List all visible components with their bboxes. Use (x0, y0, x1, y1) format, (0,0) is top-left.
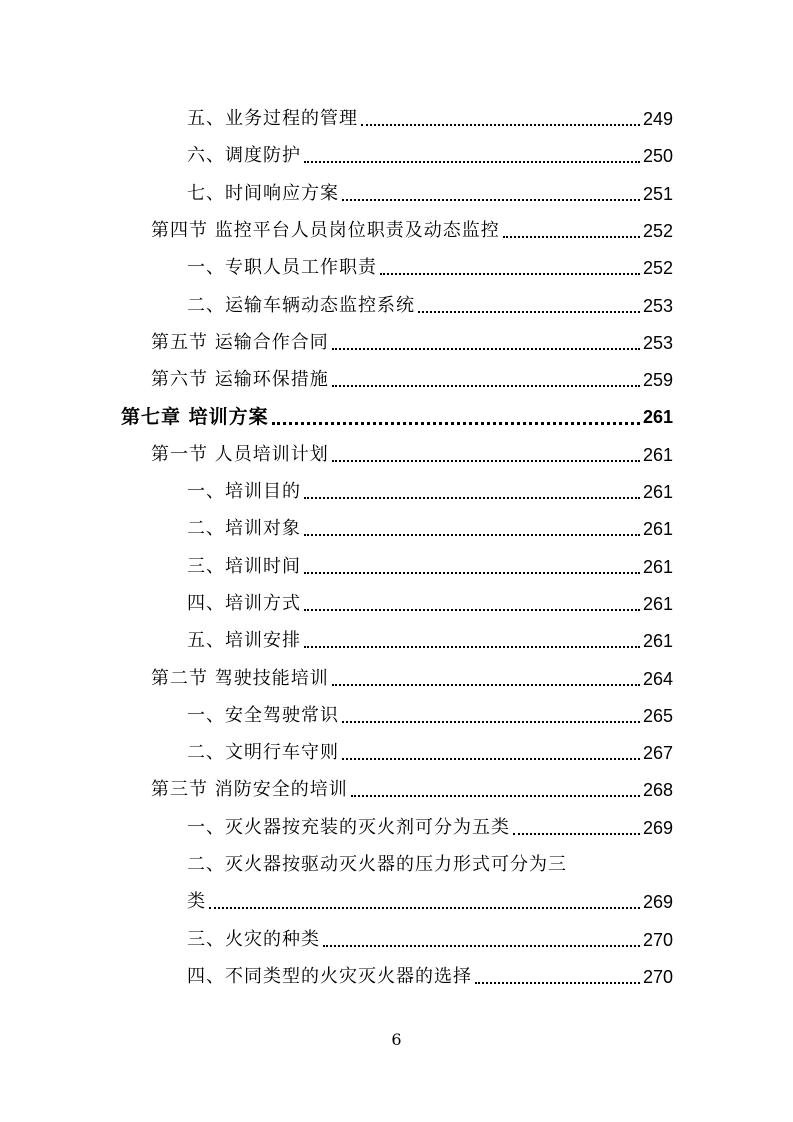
toc-entry-page: 269 (642, 892, 673, 913)
page-number: 6 (391, 1030, 402, 1049)
toc-dot-leader (304, 609, 640, 611)
toc-dot-leader (380, 273, 640, 275)
toc-entry[interactable] (187, 921, 673, 959)
toc-entry-title: 一、灭火器按充装的灭火剂可分为五类 (187, 816, 510, 838)
toc-entry[interactable] (121, 398, 673, 436)
toc-entry-page: 261 (642, 444, 673, 465)
toc-entry[interactable] (187, 287, 673, 325)
toc-entry-title: 类 (187, 891, 206, 913)
toc-entry-title: 二、运输车辆动态监控系统 (187, 294, 415, 316)
toc-entry-page: 261 (642, 556, 673, 577)
toc-entry-page: 252 (642, 258, 673, 279)
toc-entry-page: 249 (642, 109, 673, 129)
toc-entry-title: 三、火灾的种类 (187, 928, 320, 950)
toc-dot-leader (332, 684, 640, 686)
toc-entry[interactable] (187, 846, 567, 884)
toc-entry[interactable] (151, 771, 673, 809)
toc-dot-leader (304, 646, 640, 648)
toc-entry-title: 第四节 监控平台人员岗位职责及动态监控 (151, 219, 500, 241)
toc-entry[interactable] (151, 361, 673, 399)
toc-dot-leader (272, 422, 640, 425)
toc-dot-leader (475, 982, 640, 984)
toc-entry-page: 267 (642, 743, 673, 764)
toc-entry-title: 二、培训对象 (187, 518, 301, 540)
toc-entry-title: 二、灭火器按驱动灭火器的压力形式可分为三 (187, 854, 567, 875)
toc-entry[interactable] (151, 324, 673, 362)
toc-entry-page: 269 (642, 817, 673, 838)
toc-dot-leader (342, 199, 640, 201)
toc-entry-title: 五、业务过程的管理 (187, 108, 358, 129)
toc-entry-page: 265 (642, 705, 673, 726)
toc-entry-title: 一、培训目的 (187, 481, 301, 502)
toc-entry[interactable] (151, 660, 673, 698)
toc-entry[interactable] (151, 436, 673, 474)
toc-dot-leader (304, 534, 640, 536)
toc-dot-leader (503, 236, 640, 238)
toc-dot-leader (418, 311, 640, 313)
toc-entry[interactable] (187, 697, 673, 735)
toc-entry-title: 五、培训安排 (187, 630, 301, 652)
toc-entry-title: 一、专职人员工作职责 (187, 257, 377, 279)
toc-entry-title: 一、安全驾驶常识 (187, 704, 339, 726)
toc-entry-title: 三、培训时间 (187, 555, 301, 577)
toc-entry[interactable] (187, 809, 673, 847)
toc-entry-page: 261 (642, 482, 673, 502)
toc-entry[interactable] (187, 137, 673, 175)
toc-entry[interactable] (187, 622, 673, 660)
toc-entry-title: 六、调度防护 (187, 145, 301, 167)
toc-dot-leader (304, 497, 640, 499)
toc-dot-leader (209, 907, 640, 909)
toc-entry-page: 250 (642, 146, 673, 167)
toc-dot-leader (342, 758, 640, 760)
toc-entry-page: 252 (642, 220, 673, 241)
toc-dot-leader (513, 833, 640, 835)
toc-entry-page: 261 (642, 519, 673, 540)
toc-entry-page: 270 (642, 929, 673, 950)
toc-entry[interactable] (187, 473, 673, 511)
toc-entry-page: 268 (642, 780, 673, 801)
toc-entry[interactable] (187, 883, 673, 921)
toc-dot-leader (332, 385, 640, 387)
toc-dot-leader (342, 721, 640, 723)
toc-entry-title: 第七章 培训方案 (121, 406, 269, 429)
toc-entry-page: 264 (642, 668, 673, 689)
toc-entry[interactable] (187, 100, 673, 138)
toc-entry[interactable] (151, 212, 673, 250)
toc-entry[interactable] (187, 958, 673, 996)
toc-entry-page: 261 (642, 593, 673, 614)
toc-entry-page: 251 (642, 183, 673, 204)
toc-entry-title: 第一节 人员培训计划 (151, 443, 329, 465)
toc-entry-title: 七、时间响应方案 (187, 182, 339, 204)
toc-entry-page: 253 (642, 332, 673, 353)
toc-entry-title: 第五节 运输合作合同 (151, 331, 329, 353)
toc-dot-leader (323, 945, 640, 947)
toc-dot-leader (361, 124, 640, 126)
toc-dot-leader (332, 460, 640, 462)
toc-dot-leader (304, 572, 640, 574)
toc-entry-page: 261 (642, 631, 673, 652)
toc-entry-title: 二、文明行车守则 (187, 742, 339, 764)
toc-dot-leader (304, 161, 640, 163)
toc-entry-title: 第六节 运输环保措施 (151, 369, 329, 391)
toc-entry[interactable] (187, 548, 673, 586)
toc-entry[interactable] (187, 510, 673, 548)
toc-dot-leader (351, 795, 640, 797)
toc-entry-page: 261 (642, 407, 673, 428)
toc-entry-page: 270 (642, 966, 673, 987)
toc-entry-title: 第二节 驾驶技能培训 (151, 667, 329, 689)
toc-dot-leader (332, 348, 640, 350)
toc-entry[interactable] (187, 249, 673, 287)
toc-entry-page: 259 (642, 370, 673, 391)
toc-entry-title: 四、不同类型的火灾灭火器的选择 (187, 965, 472, 987)
toc-entry-title: 四、培训方式 (187, 592, 301, 614)
toc-entry-page: 253 (642, 295, 673, 316)
toc-entry[interactable] (187, 585, 673, 623)
toc-entry[interactable] (187, 734, 673, 772)
toc-entry[interactable] (187, 175, 673, 213)
toc-entry-title: 第三节 消防安全的培训 (151, 779, 348, 801)
